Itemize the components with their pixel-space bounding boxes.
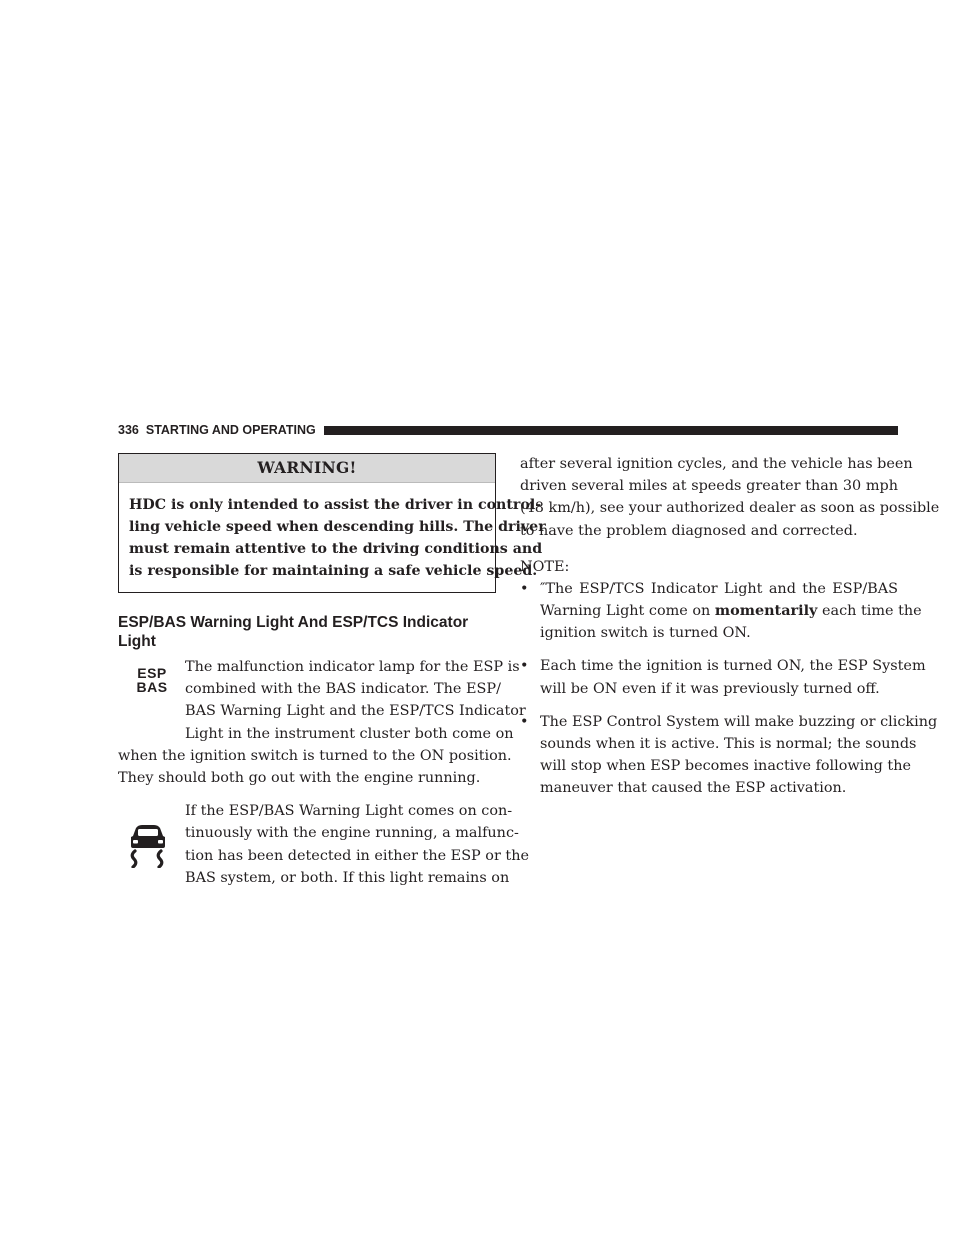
paragraph-line: BAS system, or both. If this light remains on [185, 869, 510, 886]
note-bullet-3 [520, 711, 938, 800]
bullet-line: sounds when it is active. This is normal; the sounds [540, 736, 917, 753]
running-header [118, 422, 898, 438]
paragraph-line: to have the problem diagnosed and corrected. [520, 522, 858, 539]
paragraph-line: when the ignition switch is turned to the ON position. [118, 747, 512, 764]
bullet-text: each time the [817, 603, 922, 620]
bullet-line: The ESP Control System will make buzzing or clicking [540, 713, 938, 730]
warning-line: is responsible for maintaining a safe vehicle speed. [129, 563, 538, 579]
paragraph-line: BAS Warning Light and the ESP/TCS Indicator [185, 703, 526, 720]
note-label: NOTE: [520, 558, 570, 575]
bullet-icon: • [520, 580, 529, 597]
esp-bas-warning-icon [136, 666, 168, 694]
bullet-text: Warning Light come on [540, 603, 715, 620]
skidding-car-icon [128, 824, 168, 868]
section-title: STARTING AND OPERATING [145, 423, 316, 437]
paragraph-line: tion has been detected in either the ESP or the [185, 847, 529, 864]
bullet-line: maneuver that caused the ESP activation. [540, 780, 847, 797]
bullet-line: Each time the ignition is turned ON, the ESP System [540, 658, 926, 675]
paragraph-line: (48 km/h), see your authorized dealer as soon as possible [520, 500, 940, 517]
warning-line: HDC is only intended to assist the driver in control- [129, 497, 542, 513]
paragraph-line: They should both go out with the engine running. [118, 770, 481, 787]
warning-title: WARNING! [119, 454, 495, 483]
paragraph-line: driven several miles at speeds greater than 30 mph [520, 478, 898, 495]
page-number: 336 [118, 423, 139, 437]
warning-line: ling vehicle speed when descending hills. The driver [129, 519, 546, 535]
bas-icon-label: BAS [136, 679, 168, 695]
bullet-icon: • [520, 658, 529, 675]
header-rule [324, 426, 898, 435]
esp-icon-label: ESP [137, 665, 167, 681]
paragraph-line: If the ESP/BAS Warning Light comes on con- [185, 803, 513, 820]
bullet-line: will be ON even if it was previously turned off. [540, 680, 880, 697]
right-column [520, 453, 940, 811]
heading-line: Light [118, 633, 156, 650]
paragraph-line: tinuously with the engine running, a malfunc- [185, 825, 519, 842]
esp-malfunction-paragraph [118, 800, 529, 889]
paragraph-line: combined with the BAS indicator. The ESP/ [185, 681, 501, 698]
note-bullet-2 [520, 655, 926, 699]
bullet-line: ″The ESP/TCS Indicator Light and the ESP/BAS [540, 580, 898, 597]
paragraph-line: Light in the instrument cluster both come on [185, 725, 514, 742]
bullet-icon: • [520, 713, 529, 730]
continued-paragraph [520, 453, 940, 542]
paragraph-line: The malfunction indicator lamp for the ESP is [185, 659, 520, 675]
paragraph-line: after several ignition cycles, and the vehicle has been [520, 456, 913, 472]
note-bullet-1 [520, 578, 922, 645]
heading-line: ESP/BAS Warning Light And ESP/TCS Indicator [118, 614, 469, 631]
bullet-line: will stop when ESP becomes inactive following the [540, 758, 911, 775]
esp-bas-paragraph [118, 656, 526, 789]
bullet-line [540, 600, 922, 622]
bold-term: momentarily [714, 602, 818, 620]
esp-section-heading [118, 613, 496, 651]
bullet-line: ignition switch is turned ON. [540, 625, 751, 642]
warning-line: must remain attentive to the driving conditions and [129, 541, 543, 557]
